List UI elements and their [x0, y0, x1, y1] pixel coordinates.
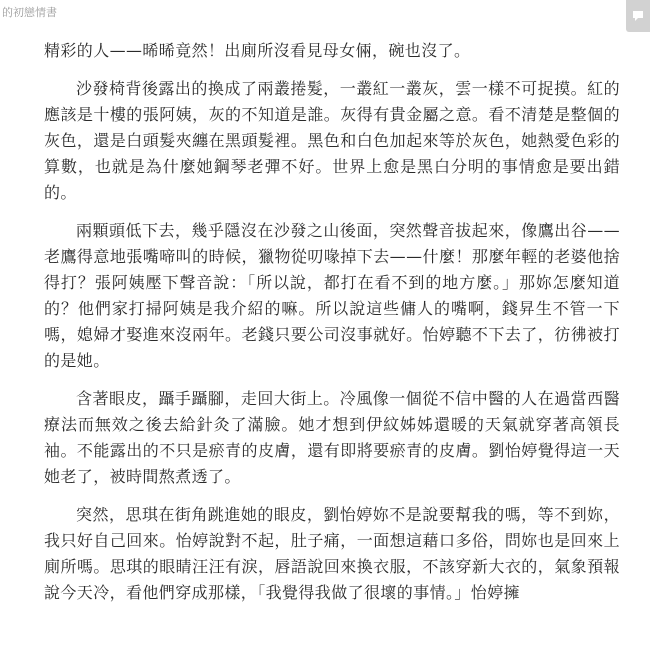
paragraph: 精彩的人——晞晞竟然！出廁所沒看見母女倆，碗也沒了。	[44, 41, 471, 60]
paragraph: 沙發椅背後露出的換成了兩叢捲髮，一叢紅一叢灰，雲一樣不可捉摸。紅的應該是十樓的張阿姨，灰的不知道是誰。灰得有貴金屬之意。看不清楚是整個的灰色，還是白頭髮夾纏在黑頭髮裡。黑色和白色加起來等於灰色，她熱愛色彩的算數，也就是為什麼她鋼琴老彈不好。世界上愈是黑白分明的事情愈是要出錯的。	[44, 79, 620, 202]
comment-icon	[631, 9, 645, 23]
book-title-header: 的初戀情書	[2, 6, 57, 19]
paragraph: 含著眼皮，躡手躡腳，走回大街上。冷風像一個從不信中醫的人在過當西醫療法而無效之後去給針灸了滿臉。她才想到伊紋姊姊還暖的天氣就穿著高領長袖。不能露出的不只是瘀青的皮膚，還有即將要瘀青的皮膚。劉怡婷覺得這一天她老了，被時間熬煮透了。	[44, 389, 620, 486]
article-body	[44, 38, 620, 618]
comment-button[interactable]	[626, 0, 650, 32]
paragraph: 兩顆頭低下去，幾乎隱沒在沙發之山後面，突然聲音拔起來，像鷹出谷——老鷹得意地張嘴啼叫的時候，獵物從叨喙掉下去——什麼！那麼年輕的老婆他捨得打？張阿姨壓下聲音說：「所以說，都打在看不到的地方麼。」那妳怎麼知道的？他們家打掃阿姨是我介紹的嘛。所以說這些傭人的嘴啊，錢昇生不管一下嗎，媳婦才娶進來沒兩年。老錢只要公司沒事就好。怡婷聽不下去了，彷彿被打的是她。	[44, 221, 620, 370]
paragraph: 突然，思琪在街角跳進她的眼皮，劉怡婷妳不是說要幫我的嗎，等不到妳，我只好自己回來。怡婷說對不起，肚子痛，一面想這藉口多俗，問妳也是回來上廁所嗎。思琪的眼睛汪汪有淚，唇語說回來換衣服，不該穿新大衣的，氣象預報說今天冷，看他們穿成那樣，「我覺得我做了很壞的事情。」怡婷擁	[44, 505, 620, 602]
